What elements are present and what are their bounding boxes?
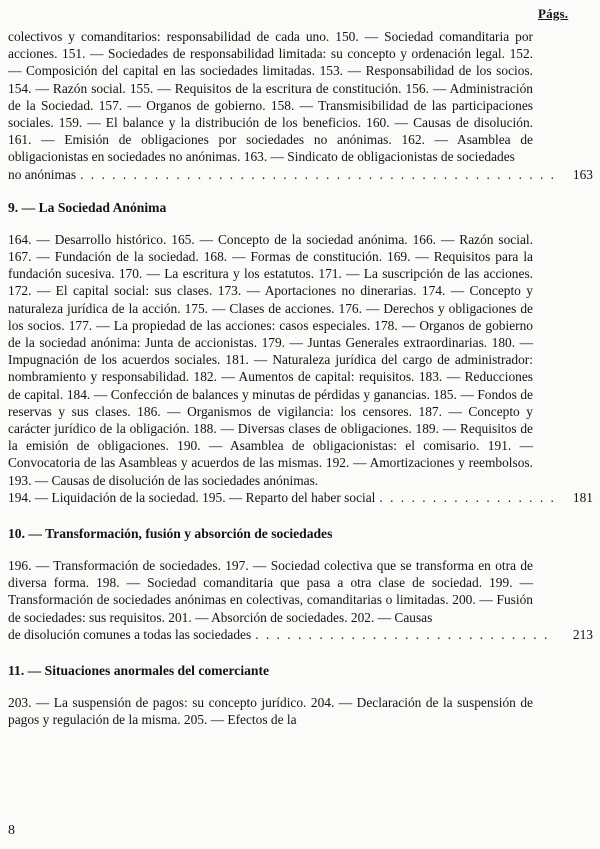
toc-entry-tail: no anónimas bbox=[8, 166, 77, 182]
dot-leader bbox=[80, 166, 555, 183]
page-footer-number: 8 bbox=[8, 823, 15, 838]
page-number: 181 bbox=[572, 489, 593, 505]
toc-entry-body: colectivos y comanditarios: responsabilidad de cada uno. 150. — Sociedad comanditaria por acciones. 151. — Sociedades de responsabilidad limitada: su concepto y ordenación legal. 152. — Composición del capital en las sociedades limitadas. 153. — Responsabilidad de los socios. 154. — Razón social. 155. — Requisitos de la escritura de constitución. 156. — Administración de la Sociedad. 157. — Organos de gobierno. 158. — Transmisibilidad de las participaciones sociales. 159. — El balance y la distribución de los beneficios. 160. — Causas de disolución. 161. — Emisión de obligaciones por sociedades no anónimas. 162. — Asamblea de obligacionistas en sociedades no anónimas. 163. — Sindicato de obligacionistas de sociedades bbox=[8, 29, 533, 165]
toc-chapter-9 bbox=[8, 200, 593, 506]
toc-entry-last-line bbox=[8, 626, 593, 643]
dot-leader bbox=[255, 626, 555, 643]
page-number: 163 bbox=[572, 166, 593, 182]
toc-entry-tail: 194. — Liquidación de la sociedad. 195. — Reparto del haber social bbox=[8, 489, 376, 505]
toc-entry-last-line bbox=[8, 489, 593, 506]
toc-entry-body: 196. — Transformación de sociedades. 197. — Sociedad colectiva que se transforma en otra de diversa forma. 198. — Sociedad comanditaria que pasa a otra clase de sociedad. 199. — Transformación de sociedades anónimas en colectivas, comanditarias o limitadas. 200. — Fusión de sociedades: sus requisitos. 201. — Absorción de sociedades. 202. — Causas bbox=[8, 558, 533, 625]
toc-entry-body: 203. — La suspensión de pagos: su concepto jurídico. 204. — Declaración de la suspensión de pagos y regulación de la misma. 205. — Efectos de la bbox=[8, 695, 533, 728]
dot-leader bbox=[379, 489, 555, 506]
page-number: 213 bbox=[572, 626, 593, 642]
pages-column-label: Págs. bbox=[538, 6, 569, 21]
chapter-title: 10. — Transformación, fusión y absorción de sociedades bbox=[8, 526, 333, 542]
toc-chapter-11 bbox=[8, 663, 593, 728]
toc-chapter-10 bbox=[8, 526, 593, 643]
toc-entry-body: 164. — Desarrollo histórico. 165. — Concepto de la sociedad anónima. 166. — Razón social. 167. — Fundación de la sociedad. 168. — Formas de constitución. 169. — Requisitos para la fundación sucesiva. 170. — La escritura y los estatutos. 171. — La suscripción de las acciones. 172. — El capital social: sus clases. 173. — Aportaciones no dinerarias. 174. — Concepto y naturaleza jurídica de la acción. 175. — Clases de acciones. 176. — Derechos y obligaciones de los socios. 177. — La propiedad de las acciones: casos especiales. 178. — Organos de gobierno de la sociedad anónima: Junta de accionistas. 179. — Juntas Generales extraordinarias. 180. — Impugnación de los acuerdos sociales. 181. — Naturaleza jurídica del cargo de administrador: nombramiento y responsabilidad. 182. — Aumentos de capital: requisitos. 183. — Reducciones de capital. 184. — Confección de balances y minutas de pérdidas y ganancias. 185. — Fondos de reservas y sus clases. 186. — Organismos de vigilancia: los censores. 187. — Concepto y carácter jurídico de la obligación. 188. — Diversas clases de obligaciones. 189. — Requisitos de la emisión de obligaciones. 190. — Asamblea de obligacionistas: el comisario. 191. — Convocatoria de las Asambleas y acuerdos de las mismas. 192. — Amortizaciones y reembolsos. 193. — Causas de disolución de las sociedades anónimas. bbox=[8, 231, 533, 488]
toc-entry-continued bbox=[8, 28, 593, 183]
chapter-title: 9. — La Sociedad Anónima bbox=[8, 199, 167, 215]
table-of-contents bbox=[8, 28, 593, 729]
chapter-title: 11. — Situaciones anormales del comerciante bbox=[8, 663, 270, 679]
toc-entry-tail: de disolución comunes a todas las sociedades bbox=[8, 626, 252, 642]
toc-entry-last-line bbox=[8, 166, 593, 183]
